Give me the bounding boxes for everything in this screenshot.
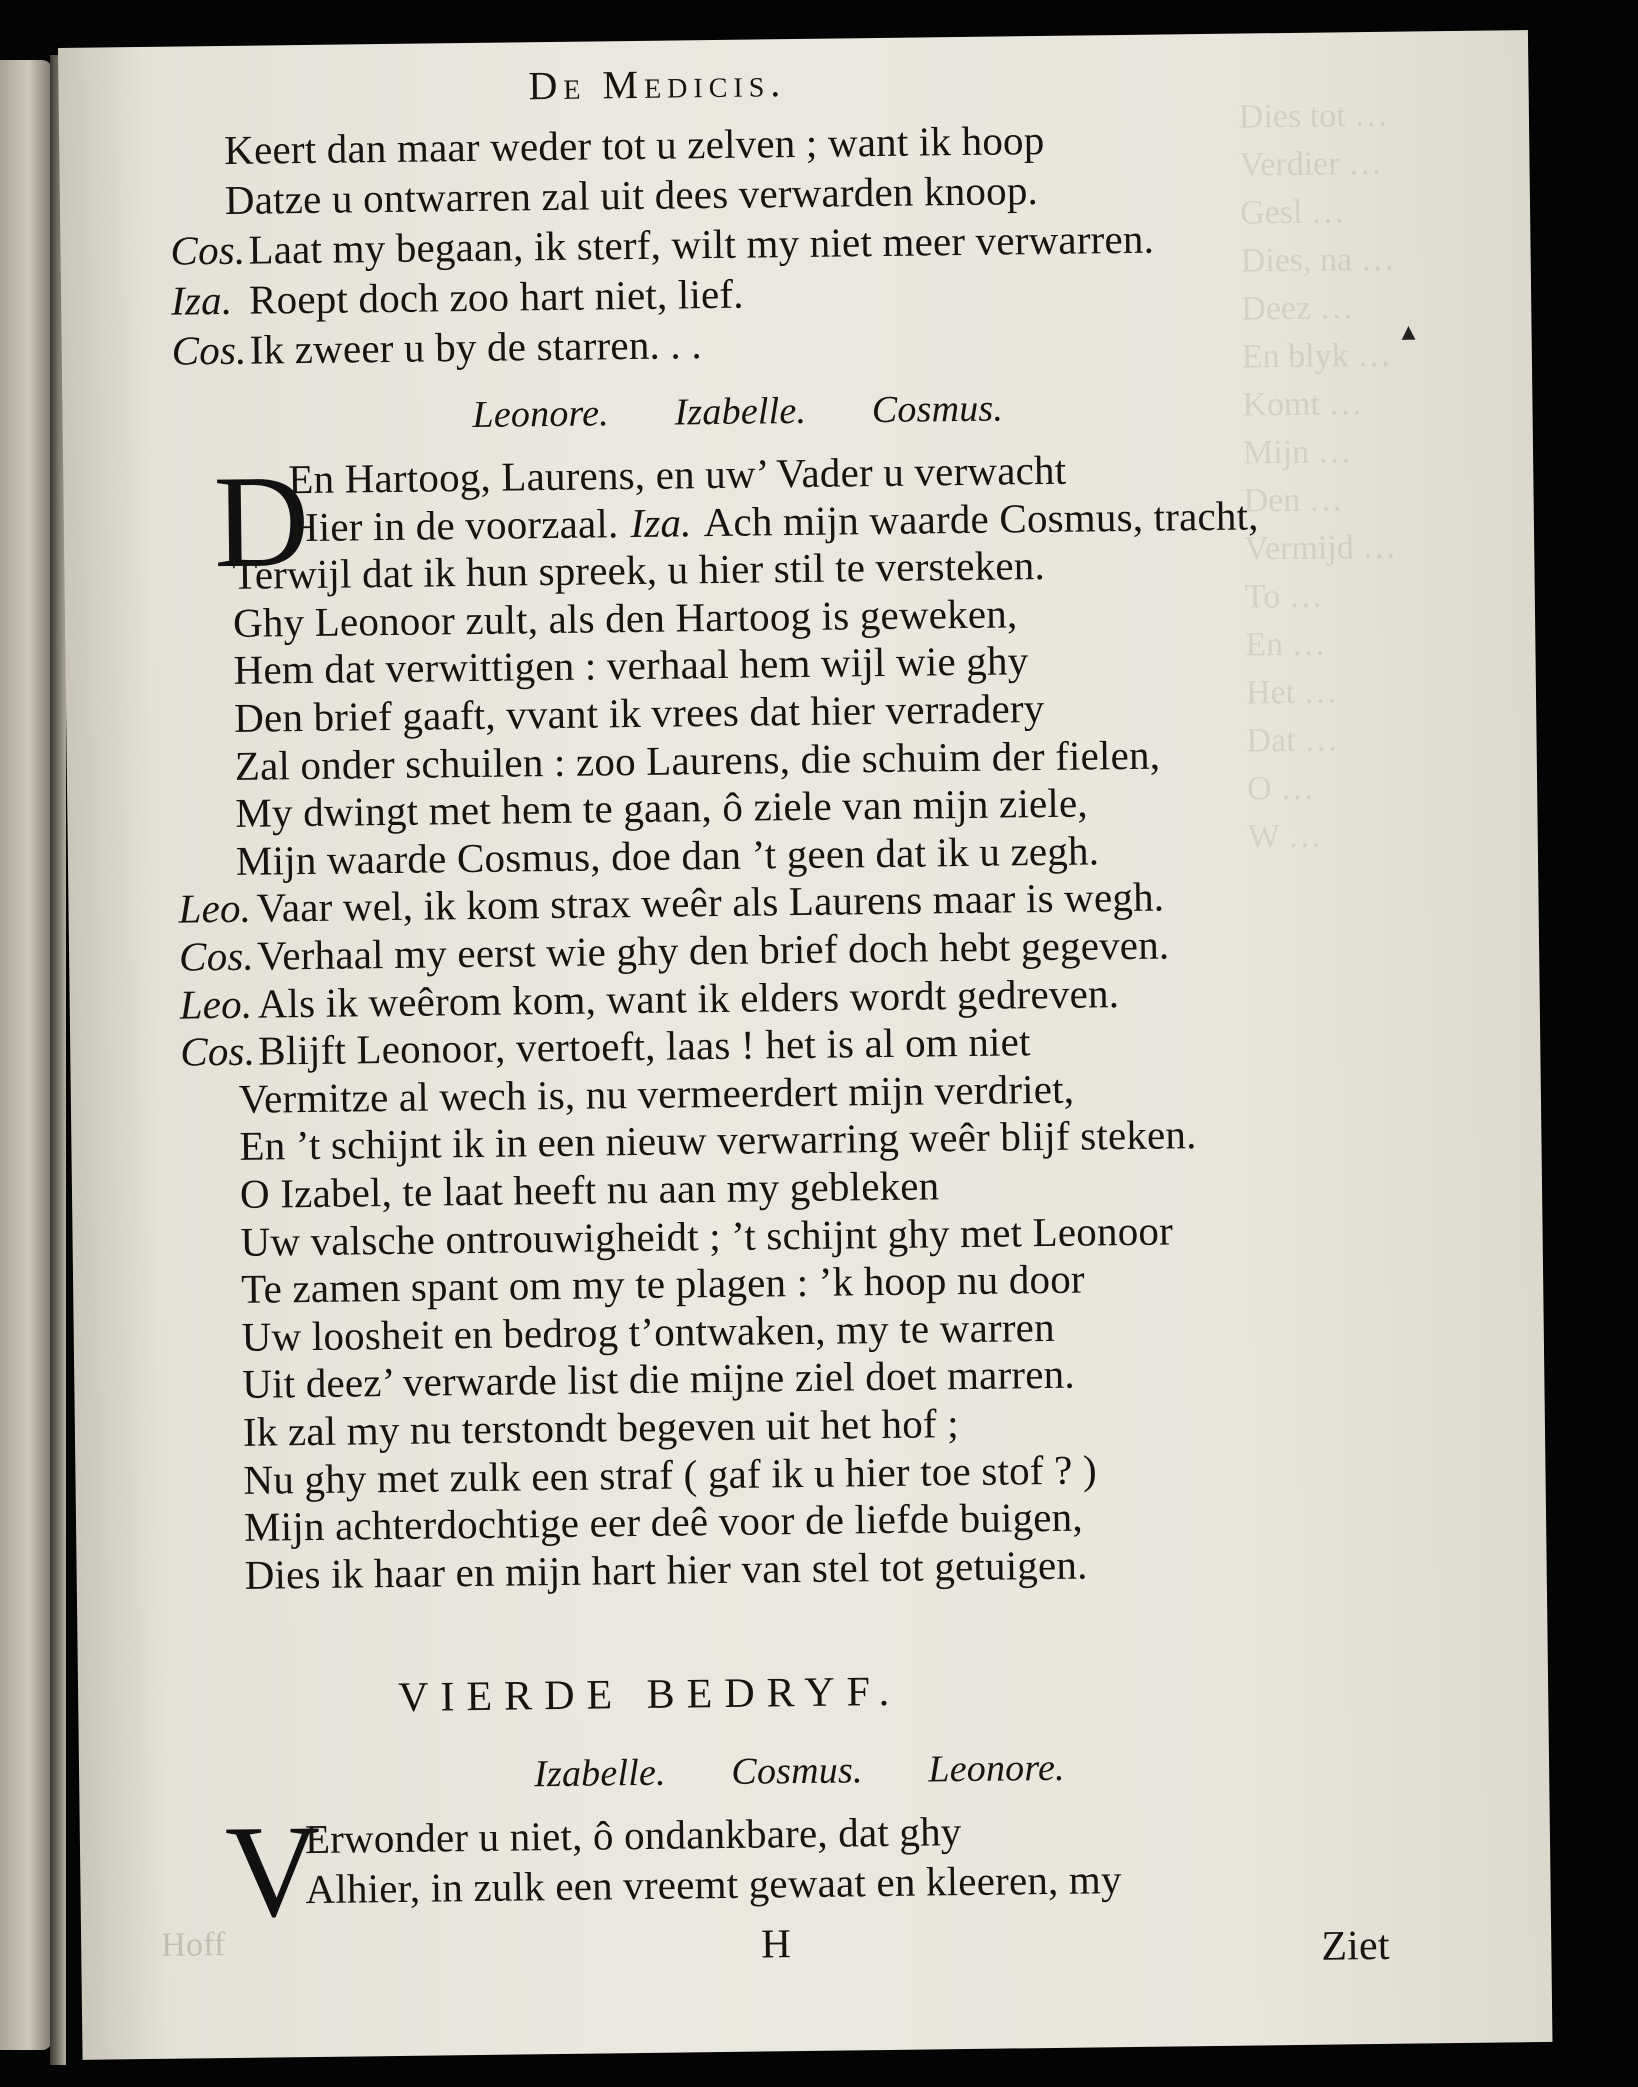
speaker-label: Cos. bbox=[179, 1027, 256, 1075]
cast-name: Izabelle. bbox=[533, 1751, 666, 1796]
scene-cast-2 bbox=[534, 1745, 1121, 1796]
drop-cap: V bbox=[224, 1796, 322, 1946]
scene-cast-1 bbox=[472, 386, 1059, 437]
speaker-label: Cos. bbox=[178, 932, 255, 980]
verse-text: Vaar wel, ik kom strax weêr als Laurens maar is wegh. bbox=[256, 873, 1165, 932]
verse-text: Keert dan maar weder tot u zelven ; want ik hoop bbox=[223, 116, 1045, 173]
cast-name: Leonore. bbox=[472, 392, 610, 436]
verse-text: Uw valsche ontrouwigheidt ; ’t schijnt ghy met Leonoor bbox=[240, 1207, 1174, 1265]
verse-text: Vermitze al wech is, nu vermeerdert mijn verdriet, bbox=[238, 1065, 1075, 1122]
cast-name: Leonore. bbox=[928, 1746, 1065, 1791]
cast-name: Cosmus. bbox=[731, 1749, 863, 1793]
verse-text: Datze u ontwarren zal uit dees verwarden knoop. bbox=[224, 167, 1039, 223]
ink-speck: ▲ bbox=[1401, 321, 1416, 343]
speaker-label: Iza. bbox=[170, 276, 233, 324]
running-head: De Medicis. bbox=[528, 60, 787, 109]
signature-mark: H bbox=[760, 1920, 792, 1967]
act-title: VIERDE BEDRYF. bbox=[397, 1668, 902, 1721]
verse-text: Ghy Leonoor zult, als den Hartoog is geweken, bbox=[232, 590, 1018, 646]
speaker-label: Cos. bbox=[171, 326, 247, 374]
speaker-label: Leo. bbox=[179, 980, 253, 1028]
drop-cap: D bbox=[212, 446, 311, 596]
book-page bbox=[58, 30, 1552, 2060]
verse-text: Blijft Leonoor, vertoeft, laas ! het is al om niet bbox=[257, 1018, 1031, 1074]
verse-text: Den brief gaaft, vvant ik vrees dat hier verradery bbox=[233, 685, 1045, 741]
verse-text: En Hartoog, Laurens, en uw’ Vader u verwacht bbox=[288, 446, 1067, 503]
verse-text: Mijn achterdochtige eer deê voor de liefde buigen, bbox=[243, 1493, 1084, 1551]
verse-line bbox=[244, 1540, 1087, 1598]
verse-text: Zal onder schuilen : zoo Laurens, die schuim der fielen, bbox=[234, 731, 1161, 789]
verse-text: Hier in de voorzaal. bbox=[288, 499, 619, 550]
verse-line bbox=[224, 116, 1045, 174]
cast-name: Cosmus. bbox=[871, 387, 1004, 432]
verse-text: My dwingt met hem te gaan, ô ziele van mijn ziele, bbox=[235, 779, 1089, 837]
bleed-through-text: Dies tot … Verdier … Gesl … Dies, na … Deez … En blyk … Komt … Mijn … Den … Vermijd … To … En … Het … Dat … O … W … bbox=[1238, 96, 1397, 856]
verse-line: Alhier, in zulk een vreemt gewaat en kleeren, my bbox=[305, 1856, 1122, 1913]
verse-text: O Izabel, te laat heeft nu aan my gebleken bbox=[239, 1162, 940, 1217]
speaker-label: Leo. bbox=[178, 885, 252, 932]
verse-line bbox=[249, 270, 744, 324]
verse-text: Uw loosheit en bedrog t’ontwaken, my te warren bbox=[241, 1303, 1056, 1360]
verse-text: En ’t schijnt ik in een nieuw verwarring weêr blijf steken. bbox=[239, 1111, 1197, 1170]
verse-text: Nu ghy met zulk een straf ( gaf ik u hier toe stof ? ) bbox=[243, 1446, 1098, 1503]
verse-line bbox=[249, 320, 702, 374]
verse-text: Mijn waarde Cosmus, doe dan ’t geen dat ik u zegh. bbox=[235, 827, 1100, 884]
verse-text: Verhaal my eerst wie ghy den brief doch hebt gegeven. bbox=[256, 921, 1170, 979]
verse-text: Ik zal my nu terstondt begeven uit het hof ; bbox=[242, 1400, 960, 1455]
verse-text: Roept doch zoo hart niet, lief. bbox=[248, 270, 744, 323]
verse-text: Hem dat verwittigen : verhaal hem wijl wie ghy bbox=[233, 637, 1029, 694]
verse-text: Ik zweer u by de starren. . . bbox=[249, 321, 703, 373]
cast-name: Izabelle. bbox=[674, 389, 807, 434]
verse-text: Dies ik haar en mijn hart hier van stel tot getuigen. bbox=[244, 1541, 1088, 1598]
verse-text: Als ik weêrom kom, want ik elders wordt gedreven. bbox=[257, 969, 1120, 1027]
verse-line bbox=[225, 166, 1039, 224]
speaker-label: Cos. bbox=[170, 226, 246, 274]
verse-text: Te zamen spant om my te plagen : ’k hoop nu door bbox=[240, 1255, 1086, 1313]
verse-line bbox=[239, 1111, 1197, 1171]
verse-text: Uit deez’ verwarde list die mijne ziel doet marren. bbox=[242, 1351, 1076, 1408]
bleed-through-word: Hoff bbox=[160, 1926, 226, 1964]
previous-page-edge bbox=[0, 60, 52, 2050]
verse-line: Erwonder u niet, ô ondankbare, dat ghy bbox=[304, 1808, 962, 1863]
verse-text: Laat my begaan, ik sterf, wilt my niet meer verwarren. bbox=[248, 215, 1155, 273]
verse-line bbox=[248, 215, 1154, 274]
verse-text: Terwijl dat ik hun spreek, u hier stil te versteken. bbox=[232, 542, 1046, 599]
inline-speaker-label: Iza. bbox=[630, 498, 692, 546]
catchword: Ziet bbox=[1321, 1922, 1391, 1970]
verse-text: Ach mijn waarde Cosmus, tracht, bbox=[703, 491, 1259, 545]
